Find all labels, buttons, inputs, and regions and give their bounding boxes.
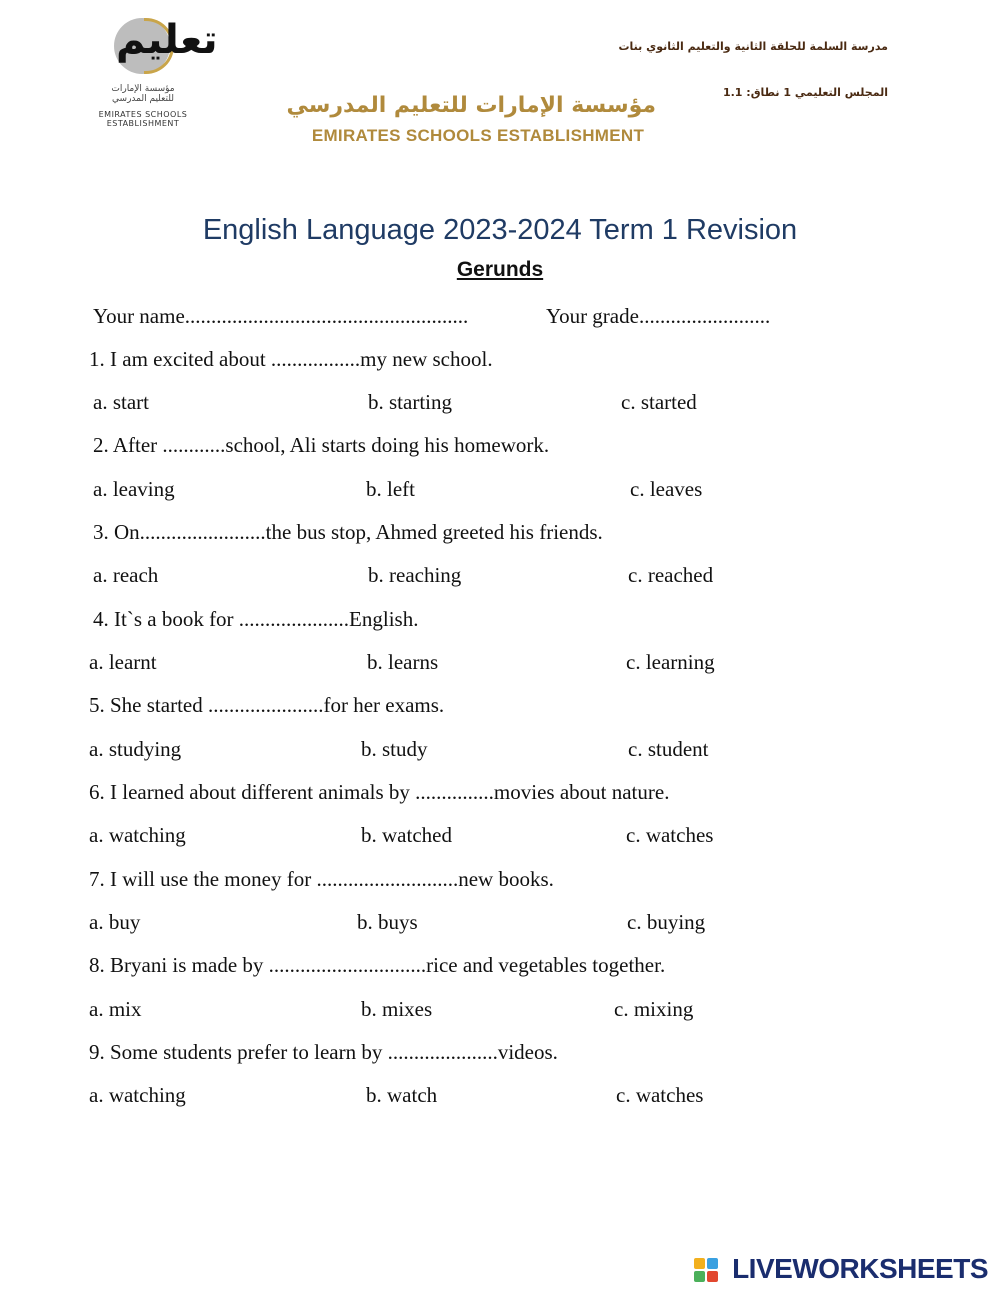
center-logo-english: EMIRATES SCHOOLS ESTABLISHMENT [311,126,645,145]
school-name: مدرسة السلمة للحلقة الثانية والتعليم الثانوي بنات [618,40,888,53]
question-6: 6. I learned about different animals by ...............movies about nature. [89,780,670,804]
q7-option-a[interactable]: a. buy [89,910,141,934]
q2-option-a[interactable]: a. leaving [93,477,175,501]
q5-option-a[interactable]: a. studying [89,737,182,761]
liveworksheets-logo-icon [694,1258,718,1282]
grade-field[interactable]: Your grade......................... [546,304,771,328]
emirates-schools-logo [98,14,218,134]
q4-option-a[interactable]: a. learnt [89,650,157,674]
q2-option-c[interactable]: c. leaves [630,477,703,501]
education-council: المجلس التعليمي 1 نطاق: 1.1 [722,86,888,99]
q4-option-b[interactable]: b. learns [367,650,439,674]
page-title: English Language 2023-2024 Term 1 Revision [202,214,798,246]
q9-option-b[interactable]: b. watch [366,1083,438,1107]
name-field[interactable]: Your name...................................................... [93,304,469,328]
question-5: 5. She started ......................for her exams. [89,693,445,717]
q6-option-a[interactable]: a. watching [89,823,186,847]
q6-option-b[interactable]: b. watched [361,823,452,847]
question-2: 2. After ............school, Ali starts doing his homework. [93,433,550,457]
q1-option-a[interactable]: a. start [93,390,149,414]
logo-english-text: EMIRATES SCHOOLS ESTABLISHMENT [98,110,188,128]
logo-arabic-text: مؤسسة الإمارات للتعليم المدرسي [111,84,175,104]
q9-option-a[interactable]: a. watching [89,1083,186,1107]
q5-option-b[interactable]: b. study [361,737,428,761]
liveworksheets-brand[interactable]: LIVEWORKSHEETS [732,1253,988,1284]
q9-option-c[interactable]: c. watches [616,1083,704,1107]
q4-option-c[interactable]: c. learning [626,650,715,674]
q7-option-b[interactable]: b. buys [357,910,418,934]
q5-option-c[interactable]: c. student [628,737,709,761]
question-9: 9. Some students prefer to learn by .....................videos. [89,1040,558,1064]
section-title: Gerunds [456,258,544,281]
q8-option-b[interactable]: b. mixes [361,997,433,1021]
question-1: 1. I am excited about .................my new school. [89,347,493,371]
q1-option-b[interactable]: b. starting [368,390,452,414]
q7-option-c[interactable]: c. buying [627,910,706,934]
q2-option-b[interactable]: b. left [366,477,415,501]
logo-glyph-text: تعليم [116,17,218,63]
question-4: 4. It`s a book for .....................English. [93,607,419,631]
q8-option-c[interactable]: c. mixing [614,997,694,1021]
center-logo-arabic: مؤسسة الإمارات للتعليم المدرسي [286,93,656,118]
q1-option-c[interactable]: c. started [621,390,697,414]
q6-option-c[interactable]: c. watches [626,823,714,847]
q3-option-a[interactable]: a. reach [93,563,159,587]
question-8: 8. Bryani is made by ..............................rice and vegetables together. [89,953,666,977]
question-3: 3. On........................the bus stop, Ahmed greeted his friends. [93,520,603,544]
q3-option-c[interactable]: c. reached [628,563,714,587]
q3-option-b[interactable]: b. reaching [368,563,462,587]
question-7: 7. I will use the money for ...........................new books. [89,867,554,891]
q8-option-a[interactable]: a. mix [89,997,142,1021]
